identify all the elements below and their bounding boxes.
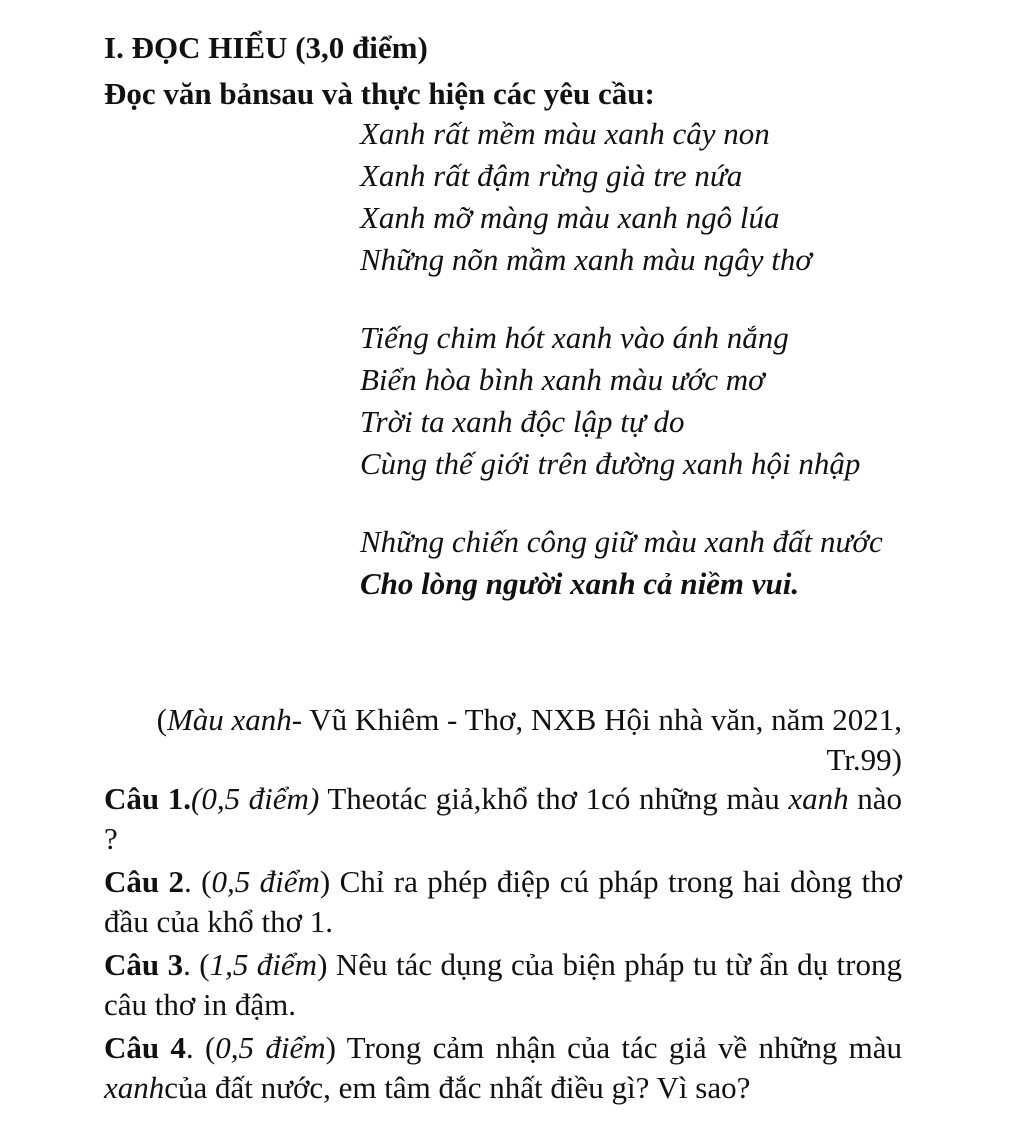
poem bbox=[360, 113, 902, 605]
reading-instruction: Đọc văn bảnsau và thực hiện các yêu cầu: bbox=[104, 76, 655, 111]
question-label: Câu 1. bbox=[104, 781, 191, 816]
question-separator: . ( bbox=[183, 947, 210, 982]
verse-line: Cùng thế giới trên đường xanh hội nhập bbox=[360, 446, 861, 481]
section-heading: I. ĐỌC HIỂU (3,0 điểm) bbox=[104, 30, 428, 65]
question-points: (0,5 điểm) bbox=[191, 781, 320, 816]
verse-line: Xanh rất đậm rừng già tre nứa bbox=[360, 158, 743, 193]
verse-line-bold: Cho lòng người xanh cả niềm vui. bbox=[360, 566, 800, 601]
question-3 bbox=[104, 945, 902, 1025]
question-2 bbox=[104, 862, 902, 942]
question-label: Câu 3 bbox=[104, 947, 184, 982]
verse-line: Xanh mỡ màng màu xanh ngô lúa bbox=[360, 200, 780, 235]
question-text: nào ? bbox=[104, 781, 902, 856]
question-text: ) Trong cảm nhận của tác giả về những màu bbox=[325, 1030, 903, 1065]
question-points: 0,5 điểm bbox=[215, 1030, 326, 1065]
question-4 bbox=[104, 1028, 902, 1108]
question-separator: . ( bbox=[184, 864, 212, 899]
source-title: Màu xanh bbox=[166, 702, 292, 737]
question-points: 0,5 điểm bbox=[211, 864, 320, 899]
verse-line: Trời ta xanh độc lập tự do bbox=[360, 404, 685, 439]
verse-line: Xanh rất mềm màu xanh cây non bbox=[360, 116, 770, 151]
verse-line: Tiếng chim hót xanh vào ánh nắng bbox=[360, 320, 789, 355]
source-details: - Vũ Khiêm - Thơ, NXB Hội nhà văn, năm 2021, bbox=[291, 702, 902, 737]
question-label: Câu 2 bbox=[104, 864, 185, 899]
poem-stanza-2 bbox=[360, 317, 902, 485]
question-text: Theotác giả,khổ thơ 1có những màu bbox=[319, 781, 789, 816]
source-line bbox=[136, 700, 902, 740]
question-points: 1,5 điểm bbox=[209, 947, 318, 982]
question-label: Câu 4 bbox=[104, 1030, 186, 1065]
question-text-emphasis: xanh bbox=[104, 1070, 165, 1105]
verse-line: Những chiến công giữ màu xanh đất nước bbox=[360, 524, 883, 559]
question-text: ) Nêu tác dụng của biện pháp tu từ ẩn dụ trong câu thơ in đậm. bbox=[104, 947, 902, 1022]
question-1 bbox=[104, 779, 902, 859]
verse-line: Những nõn mầm xanh màu ngây thơ bbox=[360, 242, 812, 277]
question-text: của đất nước, em tâm đắc nhất điều gì? Vì sao? bbox=[164, 1070, 751, 1105]
poem-stanza-1 bbox=[360, 113, 902, 281]
question-text-emphasis: xanh bbox=[788, 781, 849, 816]
poem-source-citation bbox=[136, 700, 902, 780]
question-separator: . ( bbox=[185, 1030, 216, 1065]
poem-stanza-3 bbox=[360, 521, 902, 605]
question-list bbox=[104, 779, 902, 1111]
verse-line: Biển hòa bình xanh màu ước mơ bbox=[360, 362, 765, 397]
source-open-paren: ( bbox=[156, 702, 167, 737]
source-page: Tr.99) bbox=[826, 742, 902, 777]
question-text: ) Chỉ ra phép điệp cú pháp trong hai dòng thơ đầu của khổ thơ 1. bbox=[104, 864, 902, 939]
